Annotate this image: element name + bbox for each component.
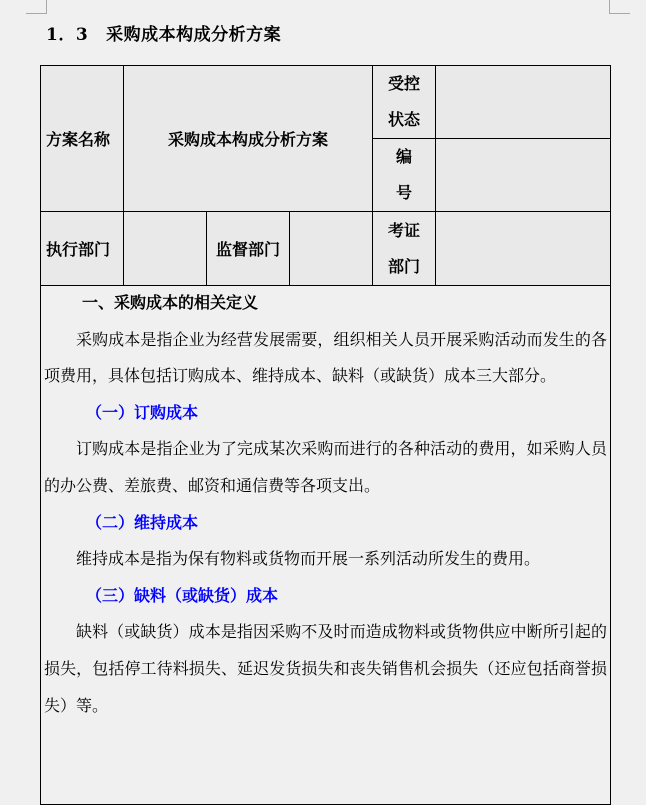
section-number: 1．3 <box>46 25 89 45</box>
paragraph-ordering-cost: 订购成本是指企业为了完成某次采购而进行的各种活动的费用，如采购人员的办公费、差旅费、邮资和通信费等各项支出。 <box>44 439 607 495</box>
audit-dept-label-line2: 部门 <box>387 256 420 276</box>
exec-dept-label: 执行部门 <box>46 240 111 259</box>
heading-definitions: 一、采购成本的相关定义 <box>82 293 259 312</box>
subheading-holding-cost: （二）维持成本 <box>86 512 199 532</box>
section-title-text: 采购成本构成分析方案 <box>106 25 282 45</box>
plan-table <box>40 65 611 785</box>
serial-label-line1: 编 <box>395 147 412 166</box>
intro-paragraph: 采购成本是指企业为经营发展需要，组织相关人员开展采购活动而发生的各项费用，具体包括订购成本、维持成本、缺料（或缺货）成本三大部分。 <box>44 329 607 386</box>
control-status-label-cell <box>372 65 436 139</box>
paragraph-holding-cost: 维持成本是指为保有物料或货物而开展一系列活动所发生的费用。 <box>76 549 541 569</box>
supervise-dept-label-cell <box>206 211 290 286</box>
supervise-dept-label: 监督部门 <box>215 240 280 259</box>
subheading-ordering-cost: （一）订购成本 <box>86 402 199 422</box>
plan-name-label-cell <box>40 65 124 212</box>
control-status-value-cell[interactable] <box>435 65 611 139</box>
serial-label-line2: 号 <box>395 183 412 202</box>
supervise-dept-value-cell[interactable] <box>289 211 373 286</box>
page-corner-mark-top-left <box>26 0 47 14</box>
plan-name-label: 方案名称 <box>46 130 111 149</box>
section-heading <box>46 20 281 45</box>
plan-name-value: 采购成本构成分析方案 <box>167 130 328 149</box>
subheading-shortage-cost: （三）缺料（或缺货）成本 <box>86 585 279 605</box>
audit-dept-label-cell <box>372 211 436 286</box>
audit-dept-label-line1: 考证 <box>387 220 420 240</box>
paragraph-shortage-cost: 缺料（或缺货）成本是指因采购不及时而造成物料或货物供应中断所引起的损失，包括停工待料损失、延迟发货损失和丧失销售机会损失（还应包括商誉损失）等。 <box>44 622 607 715</box>
plan-name-value-cell[interactable] <box>123 65 373 212</box>
page-corner-mark-top-right <box>609 0 630 14</box>
control-status-label-line2: 状态 <box>387 110 420 129</box>
exec-dept-value-cell[interactable] <box>123 211 207 286</box>
control-status-label-line1: 受控 <box>387 74 420 93</box>
exec-dept-label-cell <box>40 211 124 286</box>
serial-label-cell <box>372 138 436 212</box>
audit-dept-value-cell[interactable] <box>435 211 611 286</box>
serial-value-cell[interactable] <box>435 138 611 212</box>
plan-content-cell[interactable] <box>40 285 611 805</box>
